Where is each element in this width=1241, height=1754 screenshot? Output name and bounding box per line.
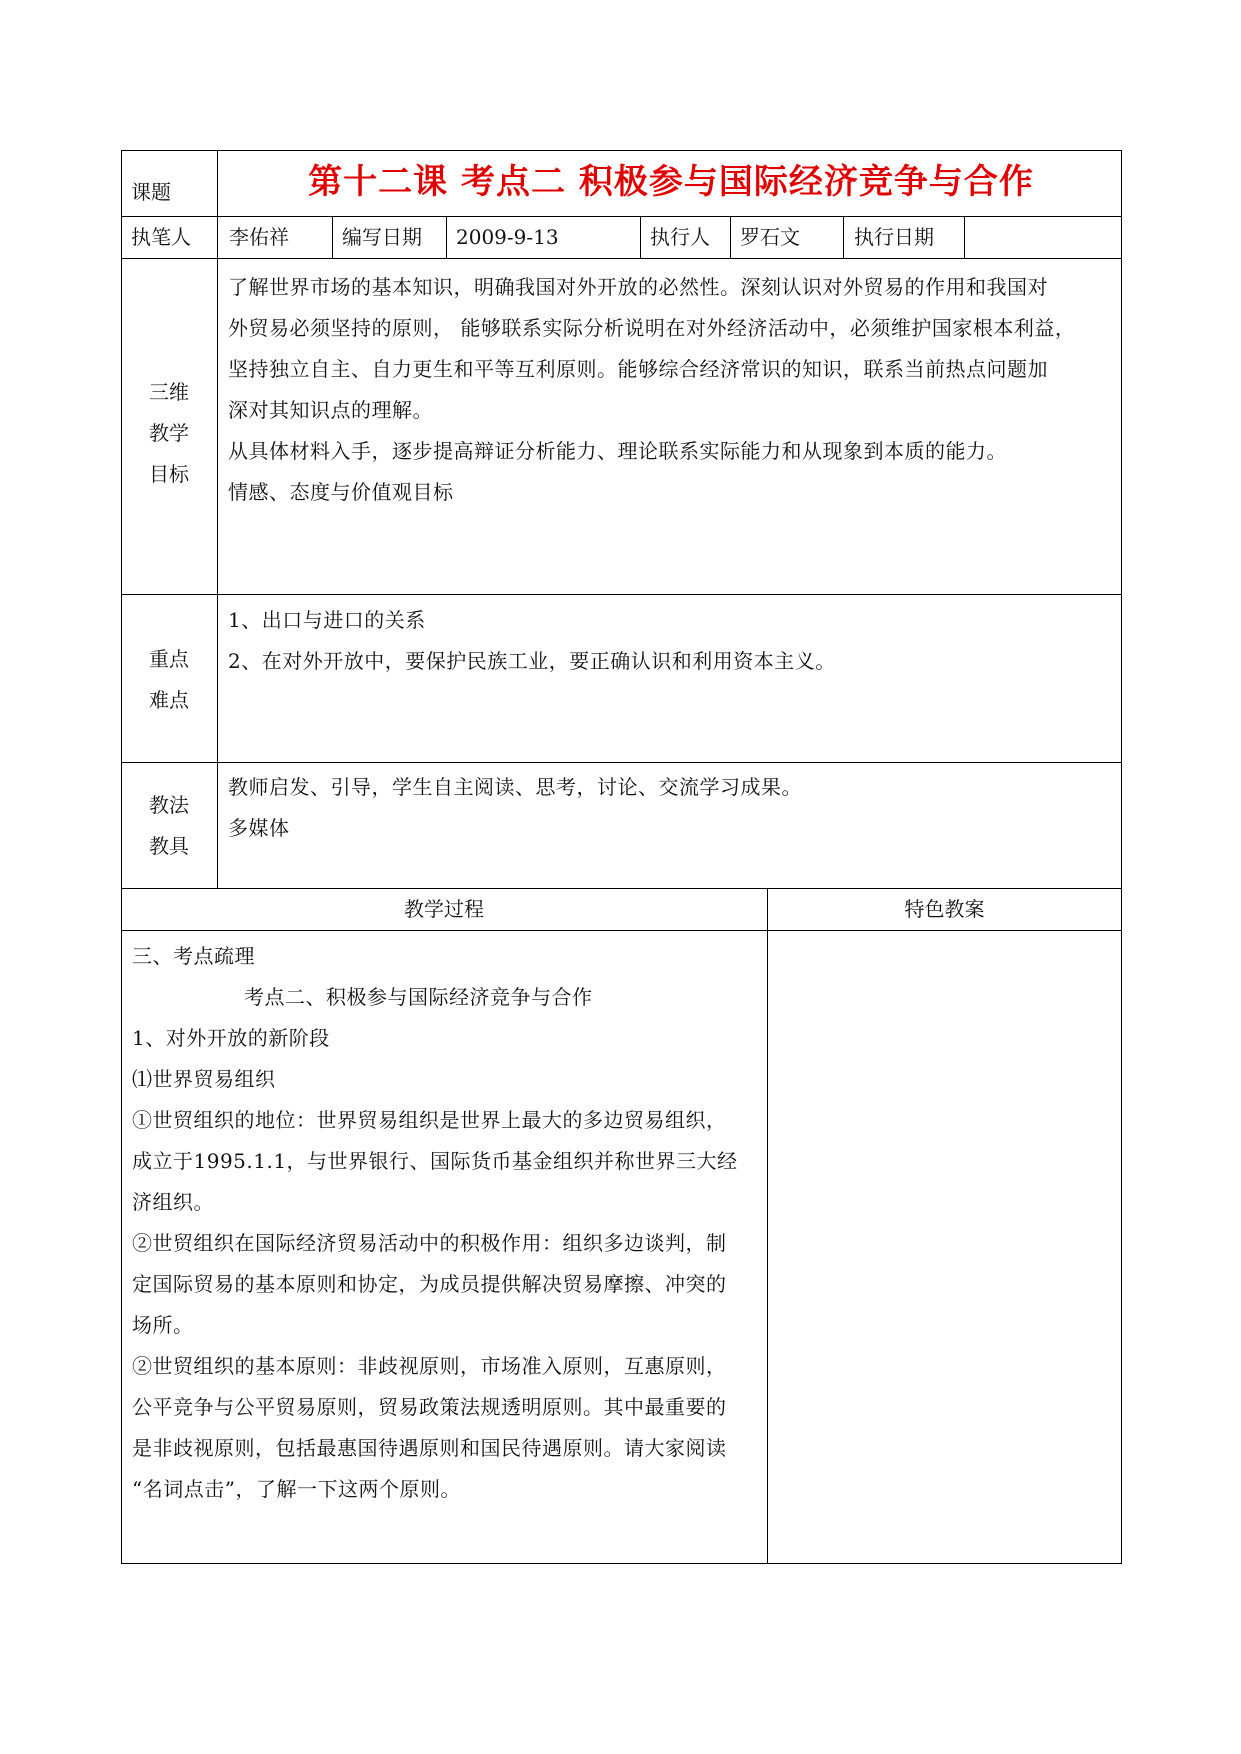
divider <box>121 258 1122 259</box>
divider <box>730 216 731 258</box>
author-value: 李佑祥 <box>229 225 289 249</box>
exec-date-label: 执行日期 <box>854 225 934 249</box>
divider <box>446 216 447 258</box>
divider <box>121 930 1122 931</box>
divider <box>964 216 965 258</box>
goals-text: 了解世界市场的基本知识，明确我国对外开放的必然性。深刻认识对外贸易的作用和我国对 外贸易必须坚持的原则， 能够联系实际分析说明在对外经济活动中，必须维护国家根本利益， 坚持独立自主、自力更生和平等互利原则。能够综合经济常识的知识，联系当前热点问题加 深对其知识点的理解。 从具体材料入手，逐步提高辩证分析能力、理论联系实际能力和从现象到本质的能力。 情感、态度与价值观目标 <box>228 275 1076 504</box>
divider <box>332 216 333 258</box>
divider <box>217 150 218 888</box>
divider <box>121 888 1122 889</box>
divider <box>121 594 1122 595</box>
process-header: 教学过程 <box>404 897 484 921</box>
feature-header: 特色教案 <box>904 897 985 921</box>
methods-text: 教师启发、引导，学生自主阅读、思考，讨论、交流学习成果。 多媒体 <box>228 775 802 840</box>
page-title: 第十二课 考点二 积极参与国际经济竞争与合作 <box>308 162 1034 202</box>
divider <box>640 216 641 258</box>
process-text: 三、考点疏理 考点二、积极参与国际经济竞争与合作 1、对外开放的新阶段 ⑴世界贸易组织 ①世贸组织的地位：世界贸易组织是世界上最大的多边贸易组织， 成立于1995.1.1，与世界银行、国际货币基金组织并称世界三大经 济组织。 ②世贸组织在国际经济贸易活动中的积极作用：组织多边谈判，制 定国际贸易的基本原则和协定，为成员提供解决贸易摩擦、冲突的 场所。 ②世贸组织的基本原则：非歧视原则，市场准入原则，互惠原则， 公平竞争与公平贸易原则，贸易政策法规透明原则。其中最重要的 是非歧视原则，包括最惠国待遇原则和国民待遇原则。请大家阅读 “名词点击”，了解一下这两个原则。 <box>132 944 738 1501</box>
divider <box>767 888 768 1564</box>
divider <box>121 216 1122 217</box>
author-label: 执笔人 <box>131 225 191 249</box>
lesson-plan-table <box>121 150 1122 1564</box>
executor-label: 执行人 <box>650 225 710 249</box>
divider <box>121 762 1122 763</box>
border-bottom <box>121 1563 1122 1564</box>
write-date-label: 编写日期 <box>342 225 422 249</box>
key-points-text: 1、出口与进口的关系 2、在对外开放中，要保护民族工业，要正确认识和利用资本主义。 <box>228 608 836 673</box>
methods-label: 教法 教具 <box>149 793 189 858</box>
border-right <box>1121 150 1122 1564</box>
goals-label: 三维 教学 目标 <box>149 380 189 486</box>
title-label: 课题 <box>131 180 171 204</box>
divider <box>843 216 844 258</box>
key-points-label: 重点 难点 <box>149 647 189 712</box>
executor-value: 罗石文 <box>740 225 800 249</box>
border-top <box>121 150 1122 151</box>
write-date-value: 2009-9-13 <box>456 225 559 249</box>
